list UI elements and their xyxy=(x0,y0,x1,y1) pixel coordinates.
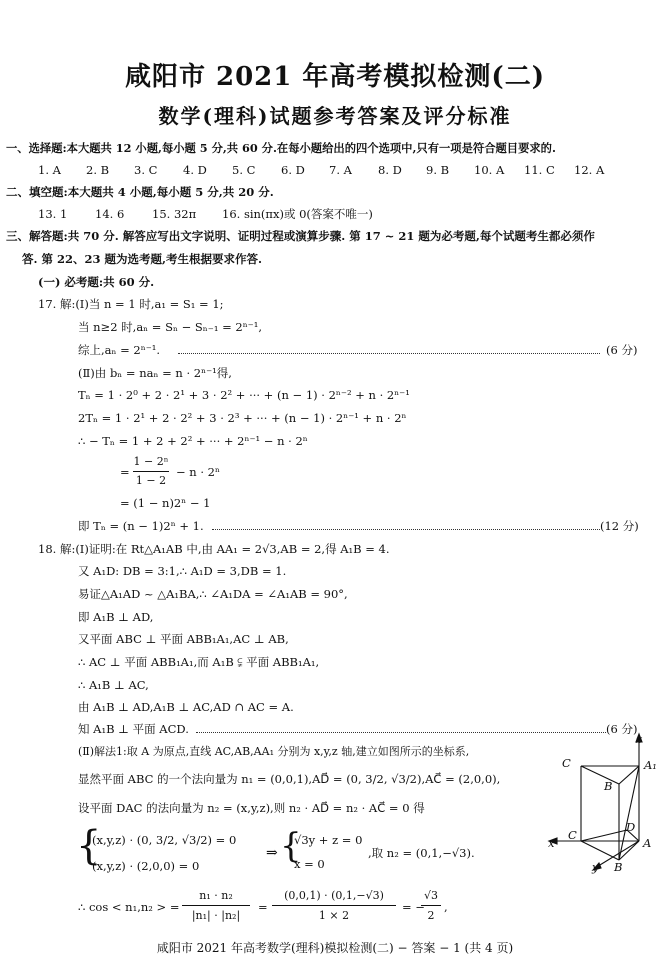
q17-line2: 当 n≥2 时,aₙ = Sₙ − Sₙ₋₁ = 2ⁿ⁻¹, xyxy=(78,320,263,334)
q18-cos-lhs: ∴ cos < n₁,n₂ > = xyxy=(78,900,180,914)
q18-score1: (6 分) xyxy=(606,722,638,736)
q18-take-normal: ,取 n₂ = (0,1,−√3). xyxy=(368,846,475,860)
answer-6: 6. D xyxy=(281,163,305,177)
answer-10: 10. A xyxy=(474,163,505,177)
q18-line2: 又 A₁D: DB = 3:1,∴ A₁D = 3,DB = 1. xyxy=(78,564,287,578)
page-footer: 咸阳市 2021 年高考数学(理科)模拟检测(二) − 答案 − 1 (共 4 页) xyxy=(156,941,514,955)
q18-system-eq1: (x,y,z) · (0, 3/2, √3/2) = 0 xyxy=(92,833,237,847)
q17-line5: Tₙ = 1 · 2⁰ + 2 · 2¹ + 3 · 2² + ··· + (n − 1) · 2ⁿ⁻² + n · 2ⁿ⁻¹ xyxy=(78,388,410,402)
prism-coordinate-figure xyxy=(535,728,665,878)
q17-line9: = (1 − n)2ⁿ − 1 xyxy=(120,496,211,510)
q17-frac-denominator: 1 − 2 xyxy=(135,474,167,487)
figure-label-C: C xyxy=(568,828,577,842)
q18-cos-frac2-num: (0,0,1) · (0,1,−√3) xyxy=(284,889,384,902)
fraction-bar xyxy=(272,905,396,906)
figure-label-D: D xyxy=(626,820,636,834)
required-section-label: (一) 必考题:共 60 分. xyxy=(38,275,155,289)
figure-label-B1: B xyxy=(604,779,613,793)
q18-line11: 显然平面 ABC 的一个法向量为 n₁ = (0,0,1),AD⃗ = (0, 3/2, √3/2),AC⃗ = (2,0,0), xyxy=(78,772,501,786)
answer-2: 2. B xyxy=(86,163,110,177)
figure-label-C1: C xyxy=(562,756,571,770)
q18-result-eq2: x = 0 xyxy=(294,857,325,871)
dot-leader xyxy=(212,528,600,530)
section2-heading: 二、填空题:本大题共 4 小题,每小题 5 分,共 20 分. xyxy=(6,185,274,199)
q17-line6: 2Tₙ = 1 · 2¹ + 2 · 2² + 3 · 2³ + ··· + (n − 1) · 2ⁿ⁻¹ + n · 2ⁿ xyxy=(78,411,407,425)
implies-arrow: ⇒ xyxy=(266,845,278,861)
fraction-bar xyxy=(421,905,441,906)
q18-cos-frac2-den: 1 × 2 xyxy=(318,909,350,922)
q18-system-eq2: (x,y,z) · (2,0,0) = 0 xyxy=(92,859,200,873)
q18-line1: 18. 解:(Ⅰ)证明:在 Rt△A₁AB 中,由 AA₁ = 2√3,AB = 2,得 A₁B = 4. xyxy=(38,542,390,556)
figure-label-A1: A₁ xyxy=(644,758,657,772)
section3-heading-line1: 三、解答题:共 70 分. 解答应写出文字说明、证明过程或演算步骤. 第 17 ~ 21 题为必考题,每个试题考生都必须作 xyxy=(6,229,595,243)
left-brace: { xyxy=(76,823,102,869)
q18-line4: 即 A₁B ⊥ AD, xyxy=(78,610,154,624)
q17-line10: 即 Tₙ = (n − 1)2ⁿ + 1. xyxy=(78,519,204,533)
q18-line10: (Ⅱ)解法1:取 A 为原点,直线 AC,AB,AA₁ 分别为 x,y,z 轴,建立如图所示的坐标系, xyxy=(78,745,470,758)
q18-line7: ∴ A₁B ⊥ AC, xyxy=(78,678,149,692)
q17-score1: (6 分) xyxy=(606,343,638,357)
figure-label-B: B xyxy=(614,860,623,874)
q18-cos-frac3-den: 2 xyxy=(427,909,435,922)
dot-leader xyxy=(178,352,600,354)
q17-frac-numerator: 1 − 2ⁿ xyxy=(133,455,169,468)
answer-7: 7. A xyxy=(329,163,352,177)
q18-line5: 又平面 ABC ⊥ 平面 ABB₁A₁,AC ⊥ AB, xyxy=(78,632,289,646)
left-brace: { xyxy=(280,826,302,866)
answer-15: 15. 32π xyxy=(152,207,197,221)
answer-11: 11. C xyxy=(524,163,555,177)
q18-line8: 由 A₁B ⊥ AD,A₁B ⊥ AC,AD ∩ AC = A. xyxy=(78,700,294,714)
page-title: 咸阳市 2021 年高考模拟检测(二) xyxy=(124,62,546,92)
figure-label-x: x xyxy=(548,836,555,850)
answer-8: 8. D xyxy=(378,163,402,177)
answer-14: 14. 6 xyxy=(95,207,125,221)
answer-4: 4. D xyxy=(183,163,207,177)
figure-label-A: A xyxy=(643,836,652,850)
q18-eq2: = − xyxy=(402,900,425,914)
answer-16: 16. sin(πx)或 0(答案不唯一) xyxy=(222,207,373,221)
q18-cos-frac3-num: √3 xyxy=(423,889,438,902)
answer-13: 13. 1 xyxy=(38,207,68,221)
q17-score2: (12 分) xyxy=(600,519,639,533)
q17-line7: ∴ − Tₙ = 1 + 2 + 2² + ··· + 2ⁿ⁻¹ − n · 2ⁿ xyxy=(78,434,308,448)
q18-line3: 易证△A₁AD ~ △A₁BA,∴ ∠A₁DA = ∠A₁AB = 90°, xyxy=(78,587,348,601)
answer-12: 12. A xyxy=(574,163,605,177)
figure-label-y: y xyxy=(592,860,599,874)
q17-line8-suffix: − n · 2ⁿ xyxy=(176,465,220,479)
answer-3: 3. C xyxy=(134,163,158,177)
fraction-bar xyxy=(182,905,250,906)
q18-cos-frac1-num: n₁ · n₂ xyxy=(199,889,233,902)
q18-line9: 知 A₁B ⊥ 平面 ACD. xyxy=(78,722,189,736)
q17-line4: (Ⅱ)由 bₙ = naₙ = n · 2ⁿ⁻¹得, xyxy=(78,366,232,380)
q18-end: , xyxy=(444,900,448,914)
q18-result-eq1: √3y + z = 0 xyxy=(294,833,363,847)
fraction-bar xyxy=(133,471,169,472)
answer-1: 1. A xyxy=(38,163,61,177)
section1-heading: 一、选择题:本大题共 12 小题,每小题 5 分,共 60 分.在每小题给出的四个选项中,只有一项是符合题目要求的. xyxy=(6,141,556,155)
q18-line6: ∴ AC ⊥ 平面 ABB₁A₁,而 A₁B ⫋ 平面 ABB₁A₁, xyxy=(78,655,320,669)
q18-eq: = xyxy=(258,900,268,914)
q17-line1: 17. 解:(Ⅰ)当 n = 1 时,a₁ = S₁ = 1; xyxy=(38,297,224,311)
q17-line3: 综上,aₙ = 2ⁿ⁻¹. xyxy=(78,343,161,357)
q17-eq-sign: = xyxy=(120,465,130,479)
q18-line12: 设平面 DAC 的法向量为 n₂ = (x,y,z),则 n₂ · AD⃗ = n₂ · AC⃗ = 0 得 xyxy=(78,801,425,815)
page-subtitle: 数学(理科)试题参考答案及评分标准 xyxy=(158,104,512,128)
section3-heading-line2: 答. 第 22、23 题为选考题,考生根据要求作答. xyxy=(22,252,263,266)
q18-cos-frac1-den: |n₁| · |n₂| xyxy=(191,909,241,922)
answer-9: 9. B xyxy=(426,163,450,177)
figure-label-z: z xyxy=(636,732,643,746)
answer-5: 5. C xyxy=(232,163,256,177)
